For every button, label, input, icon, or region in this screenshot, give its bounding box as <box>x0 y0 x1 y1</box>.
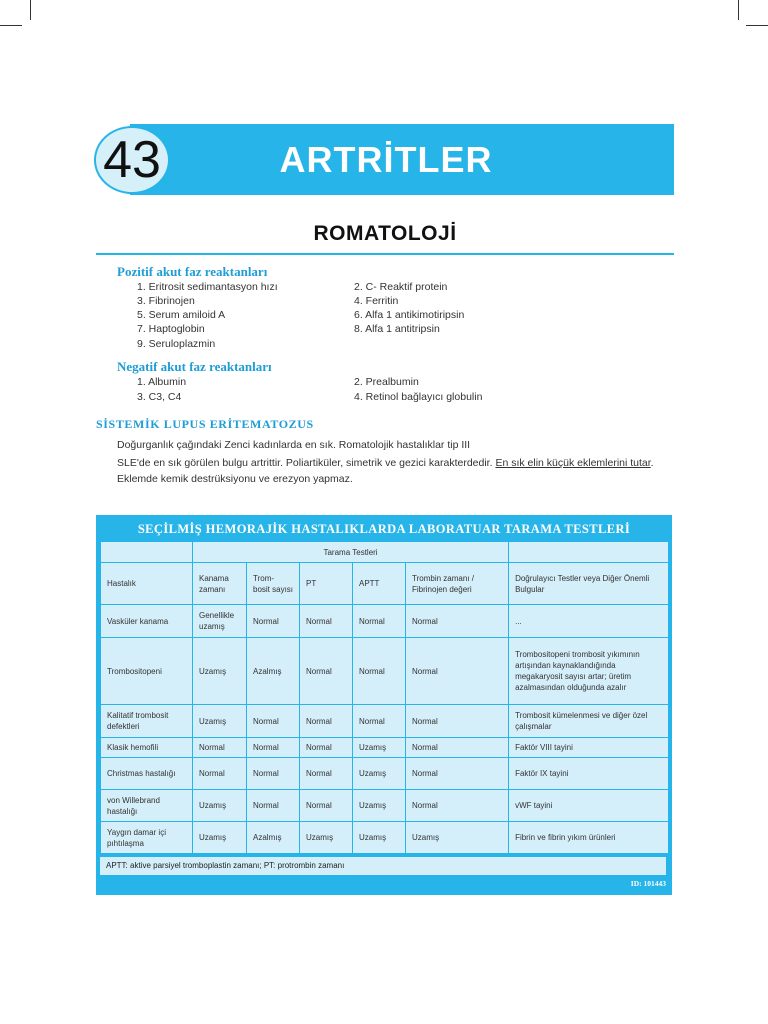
table-cell: Uzamış <box>353 822 406 854</box>
table-cell: Normal <box>406 605 509 638</box>
list-item: 1. Albumin <box>137 376 187 388</box>
list-item: 5. Serum amiloid A <box>137 309 226 321</box>
table-header-cell: Trom- bosit sayısı <box>247 563 300 605</box>
paragraph-text: SLE'de en sık görülen bulgu artrittir. Poliartiküler, simetrik ve gezici karakterdedir. <box>117 457 496 469</box>
table-cell: Faktör IX tayini <box>509 758 669 790</box>
table-cell <box>101 542 193 563</box>
table-header-cell: Doğrulayıcı Testler veya Diğer Önemli Bulgular <box>509 563 669 605</box>
table-cell: Trombositopeni trombosit yıkımının artışından kaynaklandığında megakaryosit sayısı artar; üretim azalmasından olduğunda azalır <box>509 638 669 705</box>
table-cell: Normal <box>193 738 247 758</box>
table-row <box>101 790 669 822</box>
table-row <box>101 738 669 758</box>
list-item: 3. Fibrinojen <box>137 295 195 307</box>
table-cell: Normal <box>300 758 353 790</box>
paragraph-text: . Eklemde kemik destrüksiyonu ve erezyon yapmaz. <box>117 457 654 485</box>
table-row <box>101 638 669 705</box>
table-header-cell: PT <box>300 563 353 605</box>
negative-reactants-heading: Negatif akut faz reaktanları <box>117 359 272 374</box>
table-cell: Normal <box>300 638 353 705</box>
table-cell: Trombosit kümelenmesi ve diğer özel çalışmalar <box>509 705 669 738</box>
table-title: SEÇİLMİŞ HEMORAJİK HASTALIKLARDA LABORATUAR TARAMA TESTLERİ <box>137 522 631 536</box>
table-row <box>101 705 669 738</box>
table-cell: Genellikle uzamış <box>193 605 247 638</box>
table-cell: Normal <box>406 790 509 822</box>
table-cell: ... <box>509 605 669 638</box>
table-cell: Normal <box>300 605 353 638</box>
crop-mark <box>746 25 768 26</box>
table-cell: Normal <box>406 758 509 790</box>
table-cell: Normal <box>247 705 300 738</box>
table-cell: Christmas hastalığı <box>101 758 193 790</box>
list-item: 2. C- Reaktif protein <box>354 281 448 293</box>
table-header-row <box>101 563 669 605</box>
sle-paragraph-2 <box>117 455 673 487</box>
table-cell: Normal <box>353 705 406 738</box>
table-cell: Azalmış <box>247 822 300 854</box>
table-cell: vWF tayini <box>509 790 669 822</box>
table-header-cell: Trombin zamanı / Fibrinojen değeri <box>406 563 509 605</box>
table-cell: Uzamış <box>193 705 247 738</box>
table-cell <box>509 542 669 563</box>
table-cell: Uzamış <box>406 822 509 854</box>
lab-tests-table-box <box>96 515 672 895</box>
table-cell: Uzamış <box>193 822 247 854</box>
table-cell: Normal <box>247 790 300 822</box>
table-header-cell: Kanama zamanı <box>193 563 247 605</box>
table-cell: Normal <box>300 790 353 822</box>
list-item: 2. Prealbumin <box>354 376 419 388</box>
table-cell: Normal <box>406 705 509 738</box>
table-cell: Normal <box>353 605 406 638</box>
sle-paragraph-1: Doğurganlık çağındaki Zenci kadınlarda en sık. Romatolojik hastalıklar tip III <box>117 439 471 451</box>
table-cell: Normal <box>247 758 300 790</box>
list-item: 1. Eritrosit sedimantasyon hızı <box>137 281 278 293</box>
crop-mark <box>0 25 22 26</box>
table-cell: Uzamış <box>300 822 353 854</box>
table-cell: Fibrin ve fibrin yıkım ürünleri <box>509 822 669 854</box>
chapter-title: ARTRİTLER <box>279 139 493 180</box>
section-divider <box>96 253 674 255</box>
table-cell: Normal <box>300 705 353 738</box>
table-group-header-row <box>101 542 669 563</box>
table-cell: Normal <box>406 638 509 705</box>
lab-tests-table <box>100 541 669 854</box>
table-cell: Uzamış <box>193 790 247 822</box>
sle-heading: SİSTEMİK LUPUS ERİTEMATOZUS <box>96 417 314 431</box>
table-cell: Uzamış <box>193 638 247 705</box>
table-cell: Normal <box>193 758 247 790</box>
table-cell: Kalitatif trombosit defektleri <box>101 705 193 738</box>
list-item: 8. Alfa 1 antitripsin <box>354 323 440 335</box>
table-row <box>101 822 669 854</box>
table-cell: Klasik hemofili <box>101 738 193 758</box>
table-cell: Faktör VIII tayini <box>509 738 669 758</box>
section-title: ROMATOLOJİ <box>313 222 457 245</box>
list-item: 3. C3, C4 <box>137 391 182 403</box>
table-footnote: APTT: aktive parsiyel tromboplastin zamanı; PT: protrombin zamanı <box>100 857 666 875</box>
chapter-number: 43 <box>103 131 161 189</box>
table-id: ID: 101443 <box>630 879 666 888</box>
list-item: 4. Ferritin <box>354 295 399 307</box>
table-cell: Vasküler kanama <box>101 605 193 638</box>
list-item: 9. Seruloplazmin <box>137 338 216 350</box>
table-group-header: Tarama Testleri <box>193 542 509 563</box>
table-cell: von Willebrand hastalığı <box>101 790 193 822</box>
table-cell: Yaygın damar içi pıhtılaşma <box>101 822 193 854</box>
table-cell: Uzamış <box>353 738 406 758</box>
table-cell: Trombositopeni <box>101 638 193 705</box>
table-cell: Uzamış <box>353 790 406 822</box>
table-cell: Normal <box>247 605 300 638</box>
table-row <box>101 758 669 790</box>
table-row <box>101 605 669 638</box>
table-header-cell: Hastalık <box>101 563 193 605</box>
list-item: 7. Haptoglobin <box>137 323 205 335</box>
list-item: 6. Alfa 1 antikimotiripsin <box>354 309 465 321</box>
table-cell: Normal <box>300 738 353 758</box>
table-cell: Normal <box>353 638 406 705</box>
crop-mark <box>30 0 31 20</box>
list-item: 4. Retinol bağlayıcı globulin <box>354 391 483 403</box>
table-cell: Normal <box>247 738 300 758</box>
positive-reactants-heading: Pozitif akut faz reaktanları <box>117 264 268 279</box>
underlined-text: En sık elin küçük eklemlerini tutar <box>495 457 651 469</box>
table-cell: Uzamış <box>353 758 406 790</box>
table-cell: Azalmış <box>247 638 300 705</box>
table-header-cell: APTT <box>353 563 406 605</box>
crop-mark <box>738 0 739 20</box>
table-cell: Normal <box>406 738 509 758</box>
